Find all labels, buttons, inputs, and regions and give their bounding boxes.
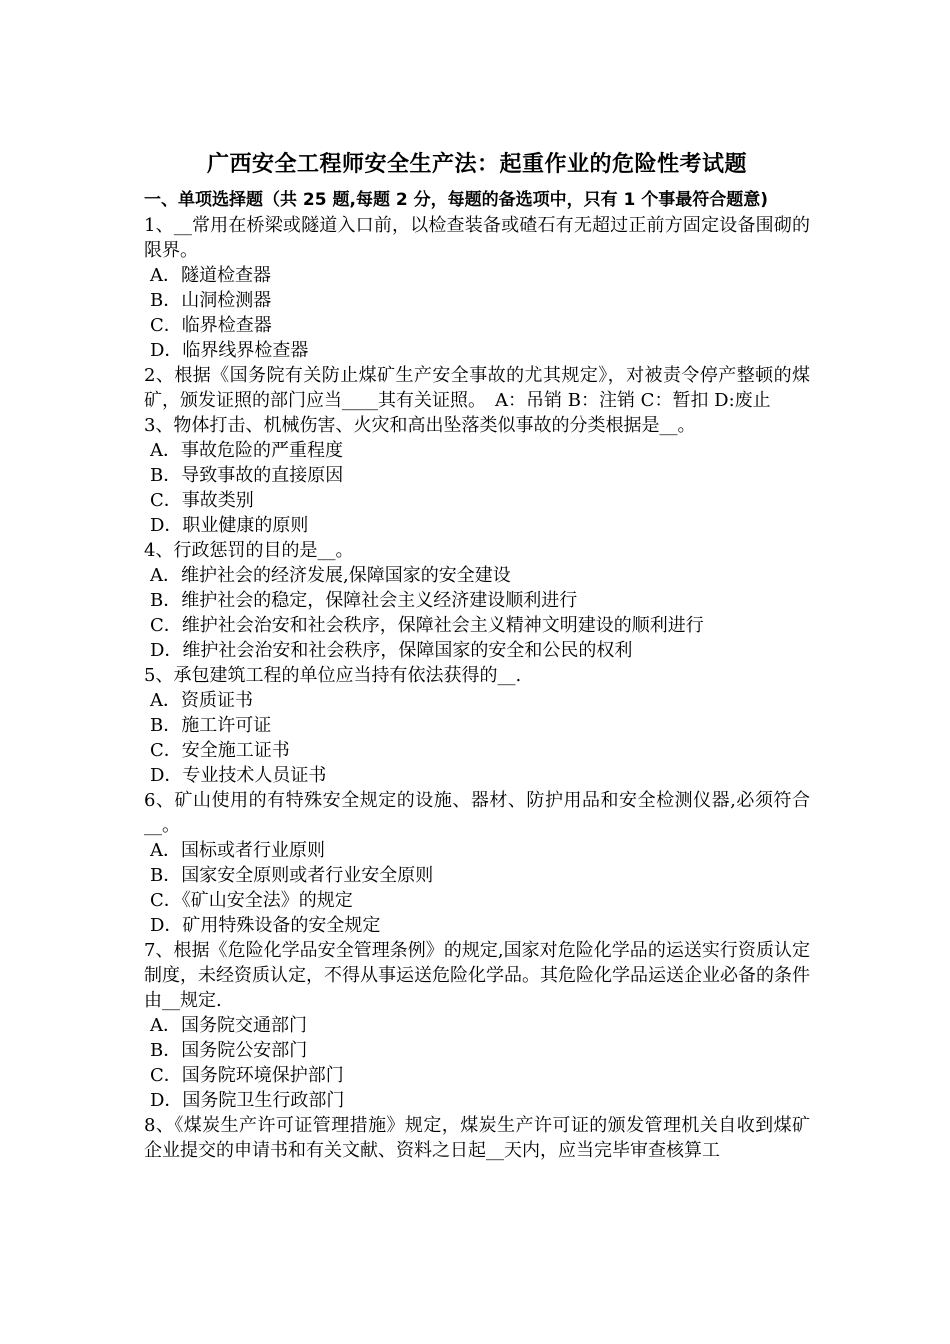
question-6: [144, 788, 810, 938]
option-a: A．事故危险的严重程度: [150, 440, 343, 461]
option-d: D．国务院卫生行政部门: [150, 1090, 345, 1111]
option-a: A．维护社会的经济发展,保障国家的安全建设: [150, 565, 511, 586]
question-8: [144, 1113, 810, 1163]
option-d: D．专业技术人员证书: [150, 765, 327, 786]
option-a: A．资质证书: [150, 690, 253, 711]
option-d: D．职业健康的原则: [150, 515, 309, 536]
question-stem: 4、行政惩罚的目的是__。: [144, 540, 354, 561]
option-b: B．国家安全原则或者行业安全原则: [150, 865, 434, 886]
question-1: [144, 213, 810, 363]
question-stem: 8、《煤炭生产许可证管理措施》规定，煤炭生产许可证的颁发管理机关自收到煤矿企业提交的申请书和有关文献、资料之日起__天内，应当完毕审查核算工: [144, 1115, 810, 1161]
option-c: C．维护社会治安和社会秩序，保障社会主义精神文明建设的顺利进行: [150, 615, 704, 636]
question-stem: 1、__常用在桥梁或隧道入口前，以检查装备或碴石有无超过正前方固定设备围砌的限界。: [144, 215, 810, 261]
option-c: C．《矿山安全法》的规定: [150, 890, 353, 911]
question-7: [144, 938, 810, 1113]
option-b: B．施工许可证: [150, 715, 272, 736]
question-stem: 3、物体打击、机械伤害、火灾和高出坠落类似事故的分类根据是__。: [144, 415, 696, 436]
question-stem: 6、矿山使用的有特殊安全规定的设施、器材、防护用品和安全检测仪器,必须符合__。: [144, 790, 810, 836]
option-a: A．国务院交通部门: [150, 1015, 307, 1036]
option-d: D．维护社会治安和社会秩序，保障国家的安全和公民的权利: [150, 640, 633, 661]
question-stem: 5、承包建筑工程的单位应当持有依法获得的__.: [144, 665, 522, 686]
option-d: D．临界线界检查器: [150, 340, 309, 361]
option-a: A．隧道检查器: [150, 265, 271, 286]
option-a: A．国标或者行业原则: [150, 840, 325, 861]
question-5: [144, 663, 810, 788]
question-4: [144, 538, 810, 663]
option-b: B．维护社会的稳定，保障社会主义经济建设顺利进行: [150, 590, 578, 611]
option-c: C．临界检查器: [150, 315, 272, 336]
question-2: [144, 363, 810, 413]
option-d: D．矿用特殊设备的安全规定: [150, 915, 381, 936]
question-stem: 2、根据《国务院有关防止煤矿生产安全事故的尤其规定》，对被责令停产整顿的煤矿，颁发证照的部门应当____其有关证照。 A：吊销 B：注销 C：暂扣 D:废止: [144, 365, 810, 411]
option-c: C．事故类别: [150, 490, 254, 511]
option-c: C．安全施工证书: [150, 740, 290, 761]
option-c: C．国务院环境保护部门: [150, 1065, 344, 1086]
option-b: B．国务院公安部门: [150, 1040, 308, 1061]
section-heading: 一、单项选择题（共 25 题,每题 2 分，每题的备选项中，只有 1 个事最符合题意): [144, 190, 769, 210]
option-b: B．导致事故的直接原因: [150, 465, 344, 486]
option-b: B．山洞检测器: [150, 290, 272, 311]
question-stem: 7、根据《危险化学品安全管理条例》的规定,国家对危险化学品的运送实行资质认定制度，未经资质认定，不得从事运送危险化学品。其危险化学品运送企业必备的条件由__规定.: [144, 940, 810, 1011]
document-title: 广西安全工程师安全生产法：起重作业的危险性考试题: [206, 152, 747, 177]
question-3: [144, 413, 810, 538]
